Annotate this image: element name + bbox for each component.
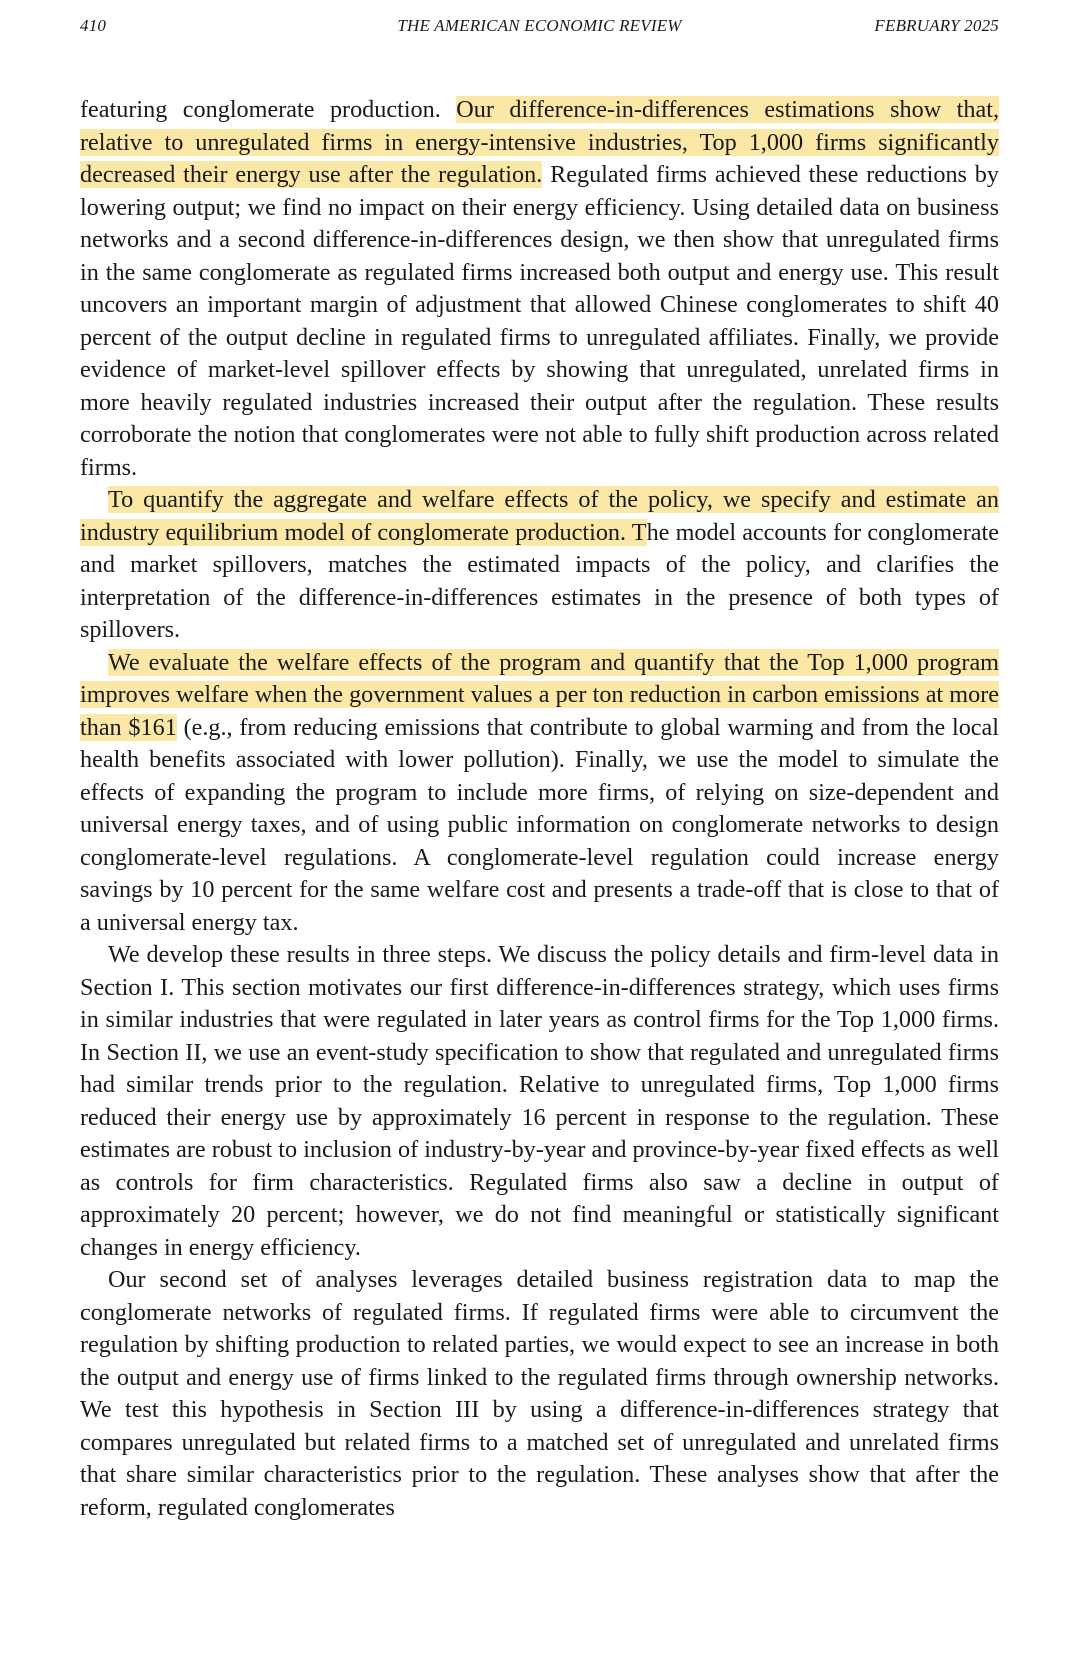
paragraph-5-text: Our second set of analyses leverages detailed business registration data to map the conglomerate networks of regulated firms. If regulated firms were able to circumvent the regulation by shifting production to related parties, we would expect to see an increase in both the output and energy use of firms linked to the regulated firms through ownership networks. We test this hypothesis in Section III by using a difference-in-differences strategy that compares unregulated but related firms to a matched set of unregulated and unrelated firms that share similar characteristics prior to the regulation. These analyses show that after the reform, regulated conglomerates [80,1266,999,1521]
running-head [80,16,999,44]
paragraph-4 [80,939,999,1264]
paragraph-1-text: featuring conglomerate production. [80,96,457,123]
paragraph-2-text-continued: he model accounts for conglomerate and market spillovers, matches the estimated impacts of the policy, and clarifies the interpretation of the difference-in-differences estimates in the presence of both types of spillovers. [80,518,999,643]
paragraph-3-text-continued: (e.g., from reducing emissions that contribute to global warming and from the local health benefits associated with lower pollution). Finally, we use the model to simulate the effects of expanding the program to include more firms, of relying on size-dependent and universal energy taxes, and of using public information on conglomerate networks to design conglomerate-level regulations. A conglomerate-level regulation could increase energy savings by 10 percent for the same welfare cost and presents a trade-off that is close to that of a universal energy tax. [80,713,999,936]
article-body [80,94,999,1524]
paragraph-3 [80,647,999,940]
paragraph-3-highlight: We evaluate the welfare effects of the program and quantify that the Top 1,000 program improves welfare when the government values a per ton reduction in carbon emissions at more than $161 [80,648,999,741]
paragraph-1 [80,94,999,484]
paragraph-2 [80,484,999,647]
issue-date: FEBRUARY 2025 [874,16,999,35]
paragraph-4-text: We develop these results in three steps. We discuss the policy details and firm-level data in Section I. This section motivates our first difference-in-differences strategy, which uses firms in similar industries that were regulated in later years as control firms for the Top 1,000 firms. In Section II, we use an event-study specification to show that regulated and unregulated firms had similar trends prior to the regulation. Relative to unregulated firms, Top 1,000 firms reduced their energy use by approximately 16 percent in response to the regulation. These estimates are robust to inclusion of industry-by-year and province-by-year fixed effects as well as controls for firm characteristics. Regulated firms also saw a decline in output of approximately 20 percent; however, we do not find meaningful or statistically significant changes in energy efficiency. [80,941,999,1261]
page-number: 410 [80,16,107,35]
journal-title: THE AMERICAN ECONOMIC REVIEW [397,16,682,35]
paragraph-1-text-continued: Regulated firms achieved these reductions by lowering output; we find no impact on their energy efficiency. Using detailed data on business networks and a second difference-in-differences design, we then show that unregulated firms in the same conglomerate as regulated firms increased both output and energy use. This result uncovers an important margin of adjustment that allowed Chinese conglomerates to shift 40 percent of the output decline in regulated firms to unregulated affiliates. Finally, we provide evidence of market-level spillover effects by showing that unregulated, unrelated firms in more heavily regulated industries increased their output after the regulation. These results corroborate the notion that conglomerates were not able to fully shift production across related firms. [80,161,999,481]
paragraph-1-highlight: Our difference-in-differences estimations show that, relative to unregulated firms in energy-intensive industries, Top 1,000 firms significantly decreased their energy use after the regulation. [80,96,999,188]
paragraph-2-highlight: To quantify the aggregate and welfare effects of the policy, we specify and estimate an industry equilibrium model of conglomerate production. T [80,486,999,546]
paragraph-5 [80,1264,999,1524]
